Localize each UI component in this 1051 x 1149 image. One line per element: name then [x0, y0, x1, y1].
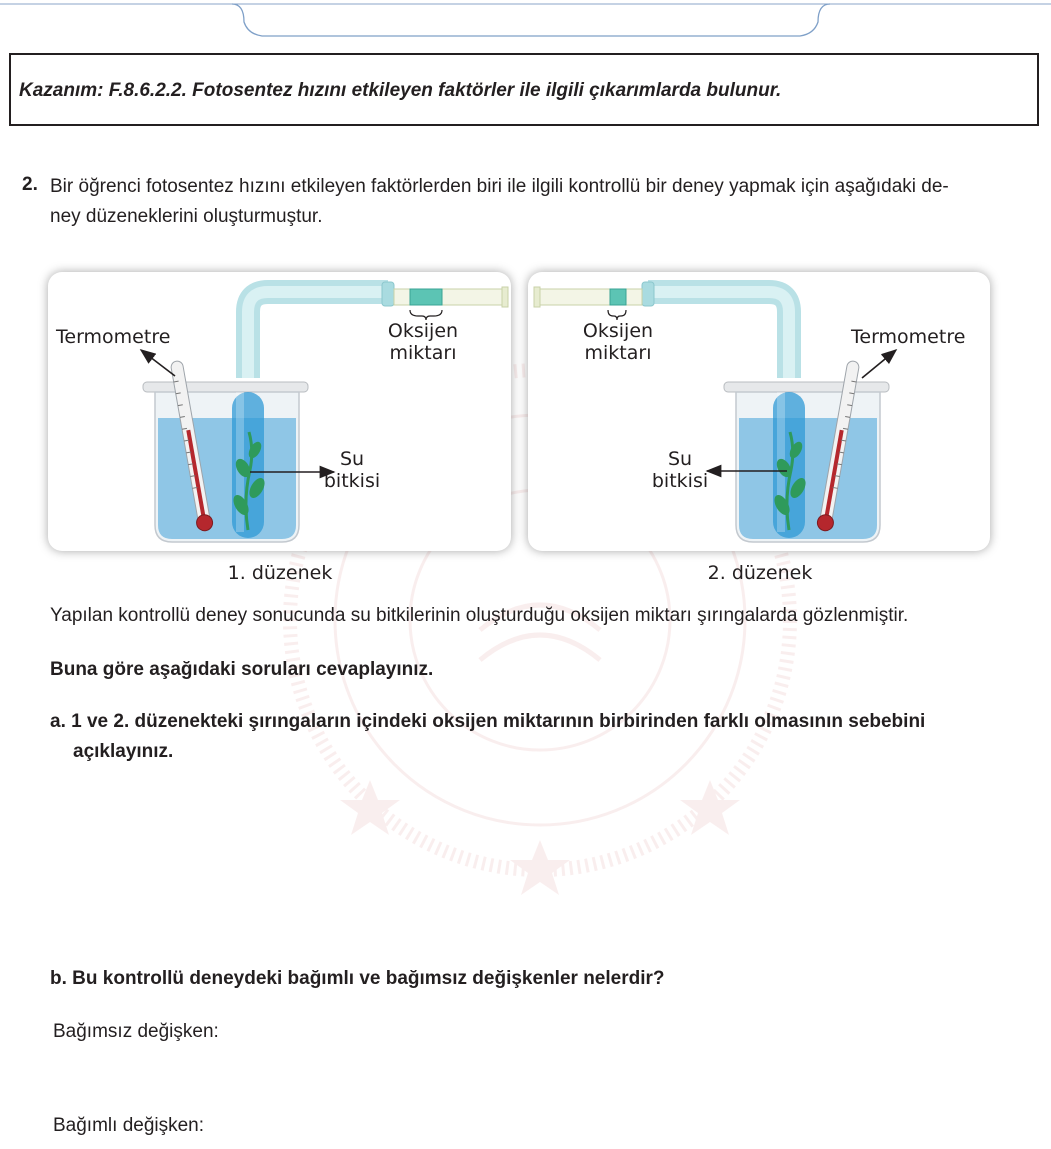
setup-2-plant-label-line-2: bitkisi	[651, 470, 709, 492]
setup-1-oxygen-label-line-1: Oksijen	[387, 320, 459, 342]
setup-2-oxygen-label	[573, 320, 663, 364]
question-stem-line-2: ney düzeneklerini oluşturmuştur.	[50, 206, 323, 227]
setup-2-plant-label	[648, 448, 712, 492]
setup-2-caption: 2. düzenek	[707, 562, 813, 584]
setup-1-oxygen-label	[378, 320, 468, 364]
dependent-variable-label: Bağımlı değişken:	[53, 1115, 205, 1136]
question-number: 2.	[22, 174, 38, 195]
setup-1-caption: 1. düzenek	[227, 562, 333, 584]
setup-1-oxygen-label-line-2: miktarı	[389, 342, 457, 364]
setup-1-plant-label-line-1: Su	[339, 448, 365, 470]
setup-1-thermometer-label: Termometre	[56, 326, 171, 348]
independent-variable-label: Bağımsız değişken:	[53, 1021, 219, 1042]
setup-2-oxygen-label-line-1: Oksijen	[582, 320, 654, 342]
setup-2-thermometer-label: Termometre	[851, 326, 966, 348]
question-stem-line-1: Bir öğrenci fotosentez hızını etkileyen faktörlerden biri ile ilgili kontrollü bir deney yapmak için aşağıdaki de-	[50, 176, 949, 197]
part-b-question: b. Bu kontrollü deneydeki bağımlı ve bağımsız değişkenler nelerdir?	[50, 968, 665, 989]
setup-1-plant-label	[320, 448, 384, 492]
observation-text: Yapılan kontrollü deney sonucunda su bitkilerinin oluşturduğu oksijen miktarı şırıngalarda gözlenmiştir.	[50, 605, 909, 626]
part-a-line-2: açıklayınız.	[73, 741, 174, 762]
setup-1-plant-label-line-2: bitkisi	[323, 470, 381, 492]
part-a-line-1: a. 1 ve 2. düzenekteki şırıngaların içindeki oksijen miktarının birbirinden farklı olmasının sebebini	[50, 711, 926, 732]
instruction-text: Buna göre aşağıdaki soruları cevaplayınız.	[50, 659, 434, 680]
setup-2-plant-label-line-1: Su	[667, 448, 693, 470]
objective-text: Kazanım: F.8.6.2.2. Fotosentez hızını etkileyen faktörler ile ilgili çıkarımlarda bulunur.	[19, 80, 782, 101]
setup-2-oxygen-label-line-2: miktarı	[584, 342, 652, 364]
